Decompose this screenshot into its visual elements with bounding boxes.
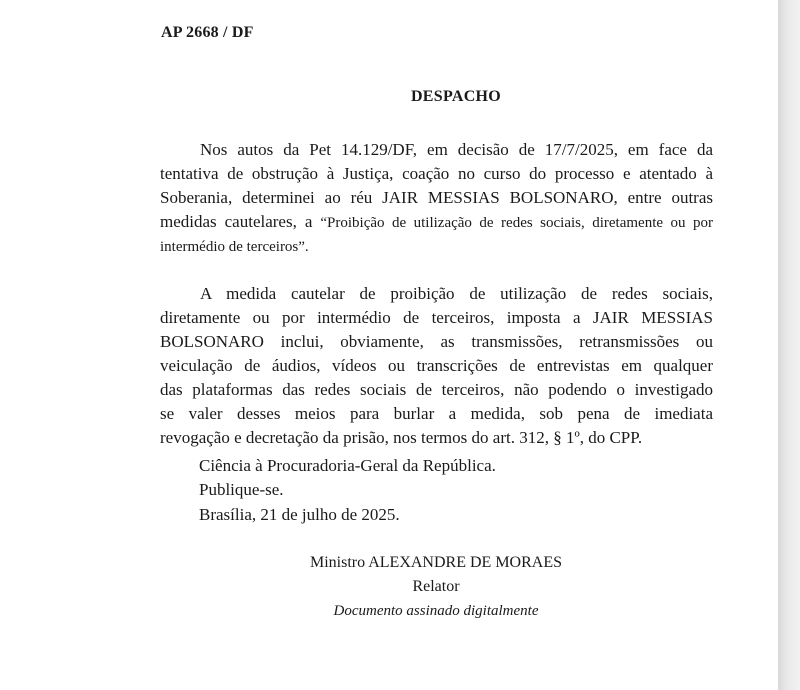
page-edge-margin: [778, 0, 800, 690]
signer-role: Relator: [412, 578, 460, 595]
paragraph-line: BOLSONARO inclui, obviamente, as transmissões, retransmissões ou: [160, 332, 713, 351]
digital-signature-note: Documento assinado digitalmente: [333, 603, 539, 619]
paragraph-text: medidas cautelares, a: [160, 212, 321, 231]
publish-line: Publique-se.: [199, 480, 284, 499]
paragraph-line: veiculação de áudios, vídeos ou transcrições de entrevistas em qualquer: [160, 356, 713, 375]
document-title: DESPACHO: [410, 88, 502, 105]
paragraph-line: se valer desses meios para burlar a medida, sob pena de imediata: [160, 404, 713, 423]
paragraph-line-quote-start: [160, 210, 713, 235]
paragraph-line: A medida cautelar de proibição de utilização de redes sociais,: [200, 284, 713, 303]
paragraph-line: revogação e decretação da prisão, nos termos do art. 312, § 1º, do CPP.: [160, 428, 643, 447]
case-reference: AP 2668 / DF: [161, 24, 254, 41]
quoted-measure-end: intermédio de terceiros”.: [160, 239, 309, 255]
paragraph-line: das plataformas das redes sociais de terceiros, não podendo o investigado: [160, 380, 713, 399]
signer-name: Ministro ALEXANDRE DE MORAES: [309, 554, 562, 571]
place-date-line: Brasília, 21 de julho de 2025.: [199, 505, 400, 524]
paragraph-decision: [160, 138, 713, 259]
paragraph-line: Nos autos da Pet 14.129/DF, em decisão de 17/7/2025, em face da: [200, 140, 713, 159]
paragraph-measure: [160, 282, 713, 450]
notice-line: Ciência à Procuradoria-Geral da República.: [199, 456, 496, 475]
paragraph-line: tentativa de obstrução à Justiça, coação no curso do processo e atentado à: [160, 164, 713, 183]
quoted-measure: “Proibição de utilização de redes sociais, diretamente ou por: [320, 215, 713, 231]
paragraph-line: Soberania, determinei ao réu JAIR MESSIAS BOLSONARO, entre outras: [160, 188, 713, 207]
paragraph-line: diretamente ou por intermédio de terceiros, imposta a JAIR MESSIAS: [160, 308, 713, 327]
